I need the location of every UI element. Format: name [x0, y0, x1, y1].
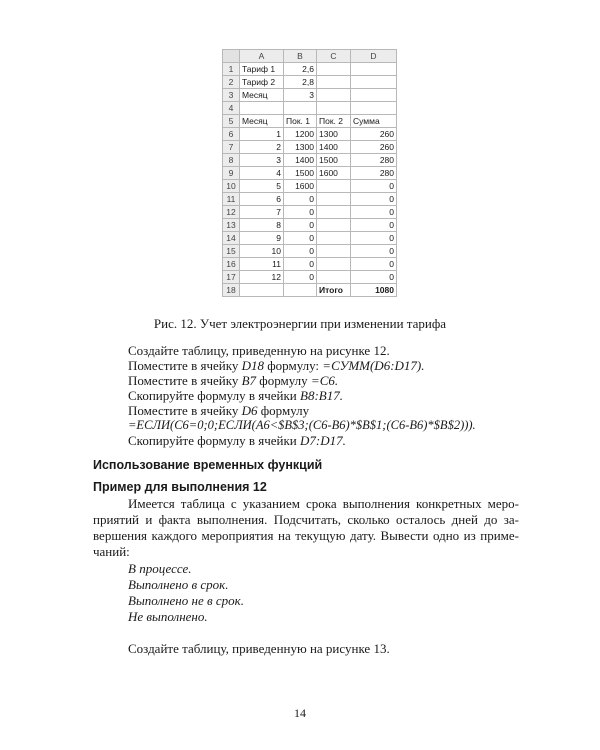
- cell-ref: D6: [241, 403, 258, 418]
- column-header: A: [240, 50, 284, 63]
- row-header: 16: [223, 258, 240, 271]
- instruction-line-7: [128, 433, 346, 448]
- cell: Тариф 1: [240, 63, 284, 76]
- instruction-line-4: [128, 388, 343, 403]
- table-row: [223, 63, 397, 76]
- cell: [317, 102, 351, 115]
- text: формулу: [256, 373, 311, 388]
- corner-cell: [223, 50, 240, 63]
- instruction-line-3: [128, 373, 338, 388]
- table-row: [223, 89, 397, 102]
- table-row: [223, 115, 397, 128]
- note-item: Выполнено не в срок.: [128, 593, 244, 608]
- cell: [317, 258, 351, 271]
- cell: 1: [240, 128, 284, 141]
- table-row: [223, 76, 397, 89]
- cell: [317, 232, 351, 245]
- cell: 0: [284, 271, 317, 284]
- instruction-line-2: [128, 358, 425, 373]
- cell: 1600: [317, 167, 351, 180]
- cell: [284, 102, 317, 115]
- row-header: 18: [223, 284, 240, 297]
- table-row: [223, 258, 397, 271]
- instruction-line-5: [128, 403, 309, 418]
- table-row: [223, 206, 397, 219]
- table-row: [223, 232, 397, 245]
- row-header: 1: [223, 63, 240, 76]
- table-row: [223, 219, 397, 232]
- cell: 0: [284, 258, 317, 271]
- row-header: 8: [223, 154, 240, 167]
- cell: 0: [351, 180, 397, 193]
- section-heading: Использование временных функций: [93, 458, 323, 472]
- spreadsheet-figure: [222, 49, 397, 297]
- cell: 0: [284, 245, 317, 258]
- paragraph-line-4: чаний:: [93, 544, 130, 559]
- row-header: 17: [223, 271, 240, 284]
- table-row: [223, 154, 397, 167]
- cell: 280: [351, 167, 397, 180]
- cell: 260: [351, 128, 397, 141]
- note-item: В процессе.: [128, 561, 192, 576]
- cell: Сумма: [351, 115, 397, 128]
- cell: 1600: [284, 180, 317, 193]
- paragraph-line-1: Имеется таблица с указанием срока выполнения конкретных меро-: [128, 496, 519, 511]
- cell: [317, 271, 351, 284]
- table-row: [223, 180, 397, 193]
- cell: 8: [240, 219, 284, 232]
- column-header: B: [284, 50, 317, 63]
- cell: 0: [351, 193, 397, 206]
- cell: [351, 102, 397, 115]
- cell: 0: [284, 206, 317, 219]
- cell: [317, 219, 351, 232]
- cell: 0: [351, 258, 397, 271]
- column-header: C: [317, 50, 351, 63]
- cell: 3: [240, 154, 284, 167]
- cell: 280: [351, 154, 397, 167]
- cell: Тариф 2: [240, 76, 284, 89]
- cell: 1400: [317, 141, 351, 154]
- cell: [317, 76, 351, 89]
- cell: 1400: [284, 154, 317, 167]
- row-header: 11: [223, 193, 240, 206]
- cell: [317, 245, 351, 258]
- row-header: 9: [223, 167, 240, 180]
- cell: 0: [351, 219, 397, 232]
- text: формулу: [257, 403, 310, 418]
- cell: [351, 76, 397, 89]
- cell-ref: D18: [241, 358, 264, 373]
- cell-range: B8:B17.: [300, 388, 343, 403]
- cell: [317, 89, 351, 102]
- cell: 7: [240, 206, 284, 219]
- cell: 0: [284, 219, 317, 232]
- cell: 4: [240, 167, 284, 180]
- cell: [351, 89, 397, 102]
- cell: [317, 180, 351, 193]
- example-heading: Пример для выполнения 12: [93, 480, 267, 494]
- text: формулу:: [263, 358, 323, 373]
- column-header-row: [223, 50, 397, 63]
- cell: 1200: [284, 128, 317, 141]
- row-header: 5: [223, 115, 240, 128]
- cell: [317, 193, 351, 206]
- note-item: Выполнено в срок.: [128, 577, 229, 592]
- table-row: [223, 284, 397, 297]
- cell: [351, 63, 397, 76]
- cell: [317, 63, 351, 76]
- cell: 0: [284, 193, 317, 206]
- total-value-cell: 1080: [351, 284, 397, 297]
- cell: 12: [240, 271, 284, 284]
- cell: 11: [240, 258, 284, 271]
- cell: 0: [351, 232, 397, 245]
- cell: 1300: [284, 141, 317, 154]
- cell: 0: [351, 271, 397, 284]
- cell: 1500: [284, 167, 317, 180]
- row-header: 3: [223, 89, 240, 102]
- figure-caption: Рис. 12. Учет электроэнергии при изменении тарифа: [153, 316, 447, 331]
- row-header: 7: [223, 141, 240, 154]
- cell: 9: [240, 232, 284, 245]
- text: Поместите в ячейку: [128, 403, 242, 418]
- cell-range: D7:D17.: [300, 433, 346, 448]
- table-row: [223, 271, 397, 284]
- row-header: 14: [223, 232, 240, 245]
- cell: [317, 206, 351, 219]
- row-header: 2: [223, 76, 240, 89]
- paragraph-line-2: приятий и факта выполнения. Подсчитать, сколько осталось дней до за-: [93, 512, 519, 527]
- cell: 2,6: [284, 63, 317, 76]
- cell: 6: [240, 193, 284, 206]
- table-row: [223, 102, 397, 115]
- text: Скопируйте формулу в ячейки: [128, 388, 301, 403]
- cell: 2: [240, 141, 284, 154]
- table-row: [223, 128, 397, 141]
- table-row: [223, 245, 397, 258]
- cell: 3: [284, 89, 317, 102]
- cell: 0: [351, 245, 397, 258]
- text: Скопируйте формулу в ячейки: [128, 433, 301, 448]
- cell: 260: [351, 141, 397, 154]
- cell: 1300: [317, 128, 351, 141]
- row-header: 10: [223, 180, 240, 193]
- cell: [240, 102, 284, 115]
- text: Поместите в ячейку: [128, 358, 242, 373]
- cell: [284, 284, 317, 297]
- formula: =СУММ(D6:D17).: [322, 358, 425, 373]
- cell: 2,8: [284, 76, 317, 89]
- table-row: [223, 141, 397, 154]
- cell: Пок. 1: [284, 115, 317, 128]
- column-header: D: [351, 50, 397, 63]
- page-number: 14: [294, 706, 306, 720]
- instruction-line-1: Создайте таблицу, приведенную на рисунке 12.: [128, 343, 390, 358]
- cell: [240, 284, 284, 297]
- table-row: [223, 167, 397, 180]
- cell: 0: [284, 232, 317, 245]
- cell: 5: [240, 180, 284, 193]
- cell: 1500: [317, 154, 351, 167]
- cell: Месяц: [240, 89, 284, 102]
- row-header: 4: [223, 102, 240, 115]
- formula: =C6.: [310, 373, 339, 388]
- cell-ref: B7: [241, 373, 257, 388]
- table-row: [223, 193, 397, 206]
- row-header: 6: [223, 128, 240, 141]
- row-header: 15: [223, 245, 240, 258]
- text: Поместите в ячейку: [128, 373, 242, 388]
- final-instruction: Создайте таблицу, приведенную на рисунке 13.: [128, 641, 390, 656]
- cell: 0: [351, 206, 397, 219]
- row-header: 12: [223, 206, 240, 219]
- cell: Пок. 2: [317, 115, 351, 128]
- cell: Месяц: [240, 115, 284, 128]
- note-item: Не выполнено.: [128, 609, 208, 624]
- paragraph-line-3: вершения каждого мероприятия на текущую дату. Вывести одно из приме-: [93, 528, 519, 543]
- cell: 10: [240, 245, 284, 258]
- instruction-line-6-formula: =ЕСЛИ(C6=0;0;ЕСЛИ(A6<$B$3;(C6-B6)*$B$1;(C6-B6)*$B$2))).: [128, 418, 476, 432]
- total-label-cell: Итого: [317, 284, 351, 297]
- row-header: 13: [223, 219, 240, 232]
